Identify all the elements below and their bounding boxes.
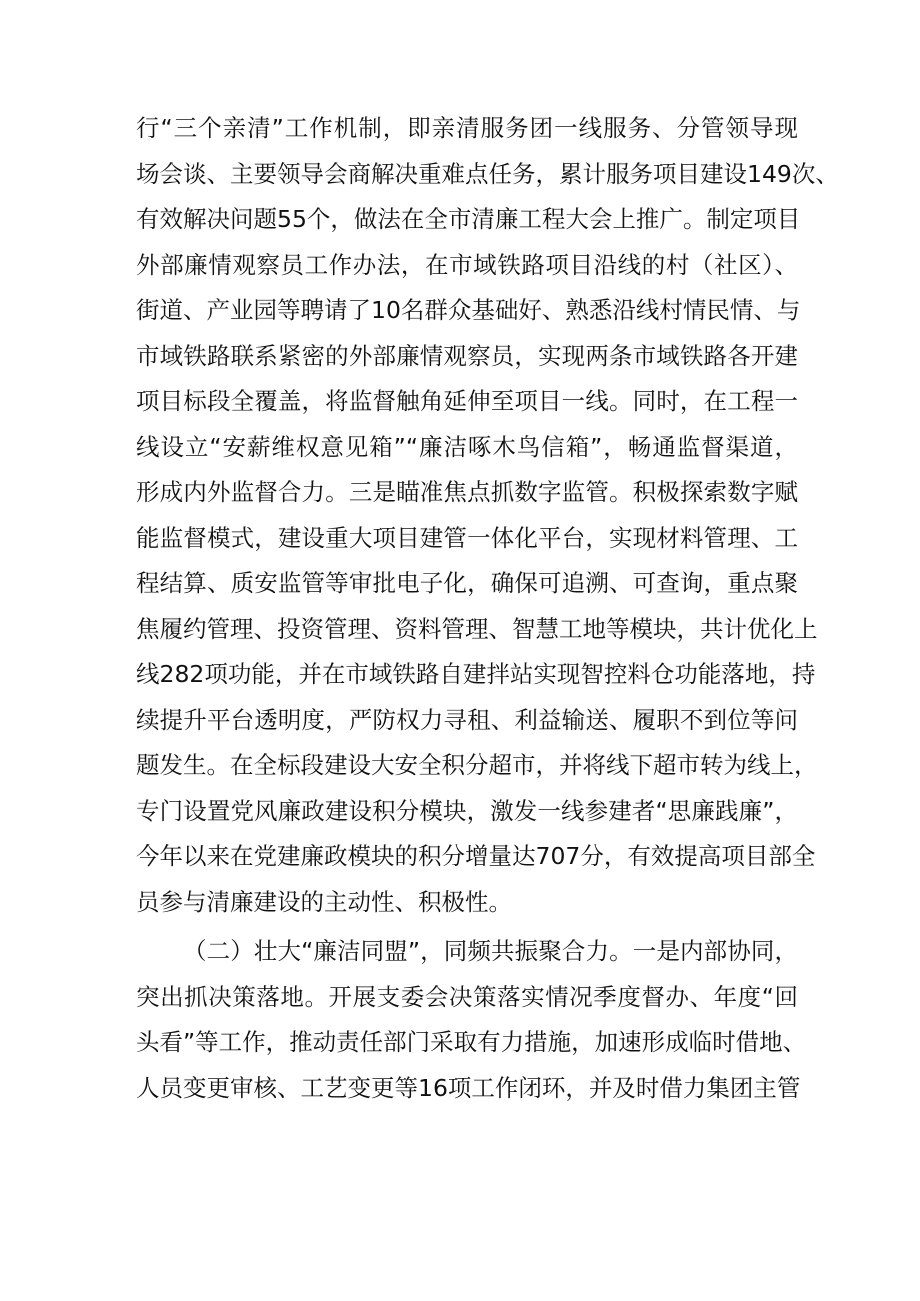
text-line: 头看”等工作，推动责任部门采取有力措施，加速形成临时借地、 [136, 1028, 807, 1056]
text-line: 行“三个亲清”工作机制，即亲清服务团一线服务、分管领导现 [136, 114, 798, 142]
document-body [136, 106, 839, 1111]
text-line: 员参与清廉建设的主动性、积极性。 [136, 887, 512, 916]
text-line: 项目标段全覆盖，将监督触角延伸至项目一线。同时，在工程一 [136, 387, 798, 415]
text-line: 线设立“安薪维权意见箱”“廉洁啄木鸟信箱”，畅通监督渠道， [136, 432, 798, 461]
text-line: 能监督模式，建设重大项目建管一体化平台，实现材料管理、工 [136, 523, 798, 552]
text-line: （二）壮大“廉洁同盟”，同频共振聚合力。一是内部协同， [183, 937, 798, 965]
text-line: 形成内外监督合力。三是瞄准焦点抓数字监管。积极探索数字赋 [136, 478, 798, 506]
text-line: 场会谈、主要领导会商解决重难点任务，累计服务项目建设149次、 [136, 159, 839, 188]
paragraph-1 [136, 106, 839, 925]
text-line: 题发生。在全标段建设大安全积分超市，并将线下超市转为线上， [136, 751, 818, 779]
text-line: 程结算、质安监管等审批电子化，确保可追溯、可查询，重点聚 [136, 569, 798, 597]
text-line: 焦履约管理、投资管理、资料管理、智慧工地等模块，共计优化上 [136, 614, 818, 643]
text-line: 今年以来在党建廉政模块的积分增量达707分，有效提高项目部全 [136, 842, 816, 870]
text-line: 线282项功能，并在市域铁路自建拌站实现智控料仓功能落地，持 [136, 660, 816, 688]
text-line: 街道、产业园等聘请了10名群众基础好、熟悉沿线村情民情、与 [136, 296, 801, 324]
text-line: 人员变更审核、工艺变更等16项工作闭环，并及时借力集团主管 [136, 1073, 801, 1102]
paragraph-2 [136, 929, 807, 1111]
text-line: 续提升平台透明度，严防权力寻租、利益输送、履职不到位等问 [136, 705, 798, 734]
text-line: 有效解决问题55个，做法在全市清廉工程大会上推广。制定项目 [136, 205, 801, 233]
text-line: 突出抓决策落地。开展支委会决策落实情况季度督办、年度“回 [136, 982, 798, 1011]
text-line: 专门设置党风廉政建设积分模块，激发一线参建者“思廉践廉”， [136, 796, 798, 825]
text-line: 市域铁路联系紧密的外部廉情观察员，实现两条市域铁路各开建 [136, 341, 798, 370]
text-line: 外部廉情观察员工作办法，在市域铁路项目沿线的村（社区）、 [136, 250, 798, 279]
